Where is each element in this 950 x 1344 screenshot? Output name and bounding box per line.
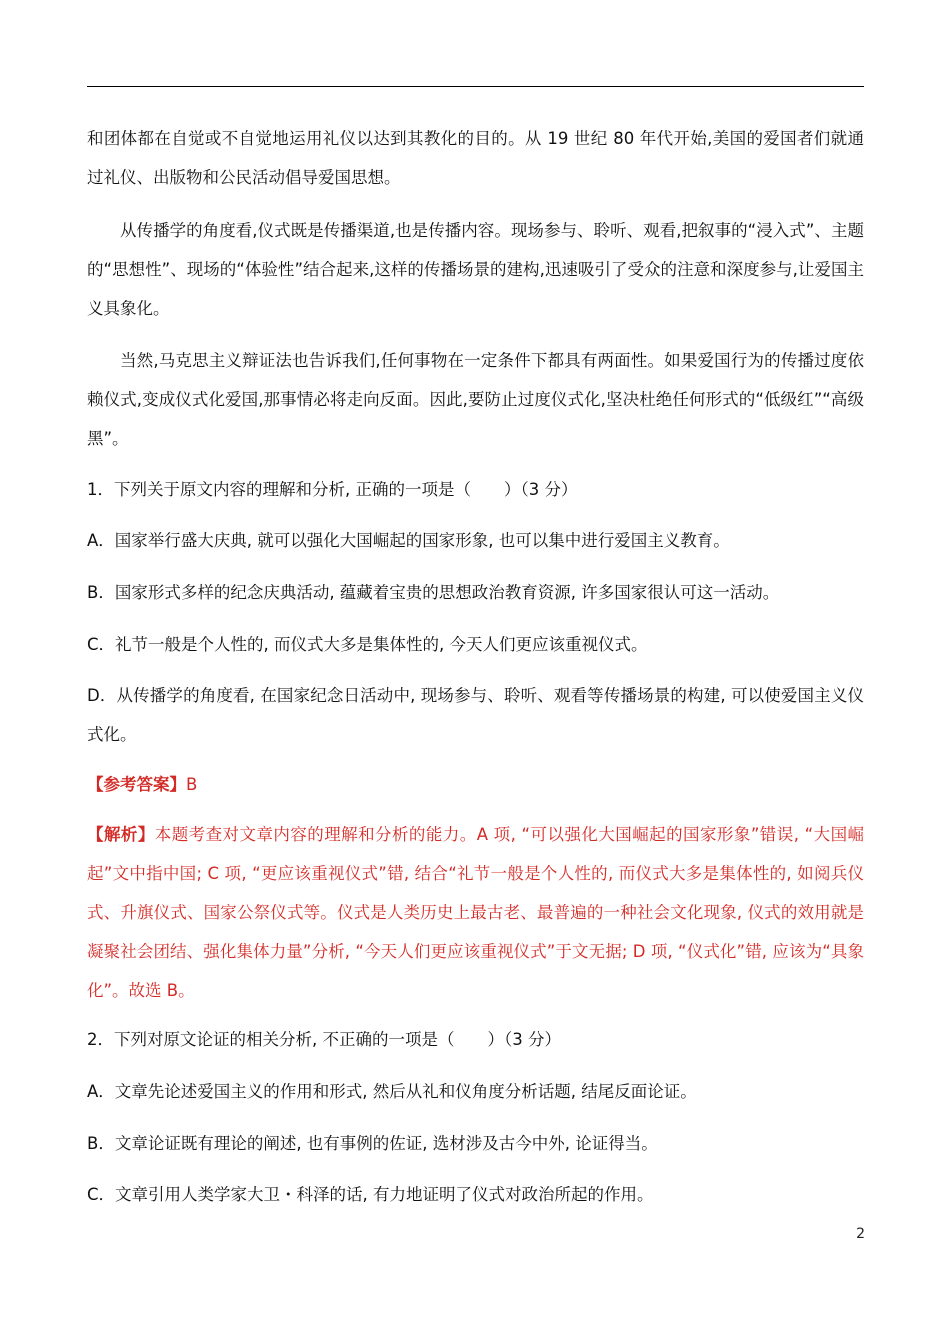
question-2-option-c: C．文章引用人类学家大卫・科泽的话, 有力地证明了仪式对政治所起的作用。 (87, 1185, 654, 1204)
question-1-option-b: B．国家形式多样的纪念庆典活动, 蕴藏着宝贵的思想政治教育资源, 许多国家很认可这一活动。 (87, 583, 780, 602)
question-2-option-a: A．文章先论述爱国主义的作用和形式, 然后从礼和仪角度分析话题, 结尾反面论证。 (87, 1082, 697, 1101)
question-2-option-b: B．文章论证既有理论的阐述, 也有事例的佐证, 选材涉及古今中外, 论证得当。 (87, 1134, 658, 1153)
paragraph-communication: 从传播学的角度看,仪式既是传播渠道,也是传播内容。现场参与、聆听、观看,把叙事的“浸入式”、主题的“思想性”、现场的“体验性”结合起来,这样的传播场景的建构,迅速吸引了受众的注意和深度参与,让爱国主义具象化。 (87, 221, 864, 318)
answer-label: 【参考答案】 (87, 775, 186, 794)
analysis-text: 本题考查对文章内容的理解和分析的能力。A 项, “可以强化大国崛起的国家形象”错误, “大国崛起”文中指中国; C 项, “更应该重视仪式”错, 结合“礼节一般是个人性的, 而仪式大多是集体性的, 如阅兵仪式、升旗仪式、国家公祭仪式等。仪式是人类历史上最古老、最普遍的一种社会文化现象, 仪式的效用就是凝聚社会团结、强化集体力量”分析, “今天人们更应该重视仪式”于文无据; D 项, “仪式化”错, 应该为“具象化”。故选 B。 (87, 825, 865, 1000)
page-number: 2 (856, 1226, 865, 1242)
analysis-label: 【解析】 (87, 825, 155, 844)
header-divider (87, 86, 864, 87)
question-1-option-c: C．礼节一般是个人性的, 而仪式大多是集体性的, 今天人们更应该重视仪式。 (87, 635, 648, 654)
question-1-answer (87, 765, 864, 804)
paragraph-continuation: 和团体都在自觉或不自觉地运用礼仪以达到其教化的目的。从 19 世纪 80 年代开始,美国的爱国者们就通过礼仪、出版物和公民活动倡导爱国思想。 (87, 129, 864, 187)
question-1-option-a: A．国家举行盛大庆典, 就可以强化大国崛起的国家形象, 也可以集中进行爱国主义教育。 (87, 531, 730, 550)
question-2-stem: 2．下列对原文论证的相关分析, 不正确的一项是（ ）（3 分） (87, 1030, 561, 1049)
paragraph-dialectics: 当然,马克思主义辩证法也告诉我们,任何事物在一定条件下都具有两面性。如果爱国行为的传播过度依赖仪式,变成仪式化爱国,那事情必将走向反面。因此,要防止过度仪式化,坚决杜绝任何形式的“低级红”“高级黑”。 (87, 351, 864, 448)
question-1-analysis (87, 815, 864, 1010)
answer-value: B (186, 775, 198, 794)
question-1-option-d: D．从传播学的角度看, 在国家纪念日活动中, 现场参与、聆听、观看等传播场景的构建, 可以使爱国主义仪式化。 (87, 686, 864, 744)
question-1-stem: 1．下列关于原文内容的理解和分析, 正确的一项是（ ）（3 分） (87, 480, 578, 499)
